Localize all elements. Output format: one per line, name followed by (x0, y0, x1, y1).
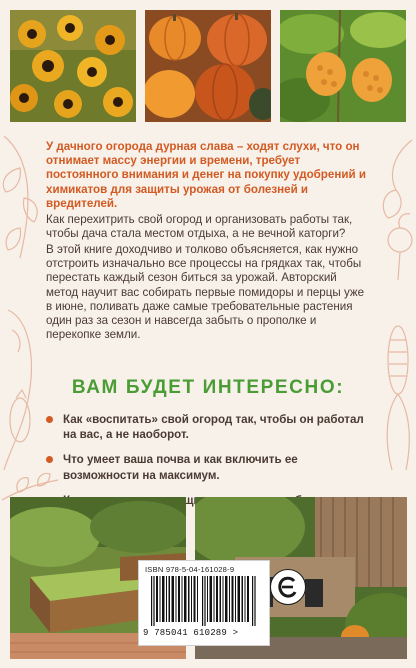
bullet-dot-icon (46, 456, 53, 463)
list-item: Что умеет ваша почва и как включить ее возможности на максимум. (46, 452, 376, 482)
photo-raspberries (280, 10, 406, 122)
barcode-box (138, 560, 270, 646)
photo-rudbeckia-flowers (10, 10, 136, 122)
paragraph-question: Как перехитрить свой огород и организовать работы так, чтобы дача стала местом отдыха, а не вечной каторги? (46, 213, 353, 241)
barcode-digits: 9 785041 610289 > (143, 628, 239, 638)
list-item: Как «воспитать» свой огород так, чтобы он работал на вас, а не наоборот. (46, 412, 376, 442)
bullet-dot-icon (46, 416, 53, 423)
doodle-leaf-left-top (0, 128, 42, 268)
intro-bold-text: У дачного огорода дурная слава – ходят слухи, что он отнимает массу энергии и времени, требует постоянного внимания и денег на покупку удобрений и химикатов для защиты урожая от болезней и вредителей. (46, 140, 366, 210)
publisher-logo-icon (270, 569, 306, 605)
isbn-label: ISBN 978-5-04-161028-9 (145, 565, 235, 574)
barcode (151, 576, 257, 631)
photo-pumpkins (145, 10, 271, 122)
section-heading: ВАМ БУДЕТ ИНТЕРЕСНО: (71, 377, 345, 398)
paragraph-description: В этой книге доходчиво и толково объясняется, как нужно отстроить изначально все процессы на грядках так, чтобы перестать каждый сезон биться за урожай. Авторский метод научит вас собирать первые помидоры и перцы уже в июне, поливать даже самые требовательные растения один раз за сезон и навсегда забыть о прополке и перекопке земли. (46, 243, 365, 342)
doodle-radish-right (374, 130, 416, 290)
